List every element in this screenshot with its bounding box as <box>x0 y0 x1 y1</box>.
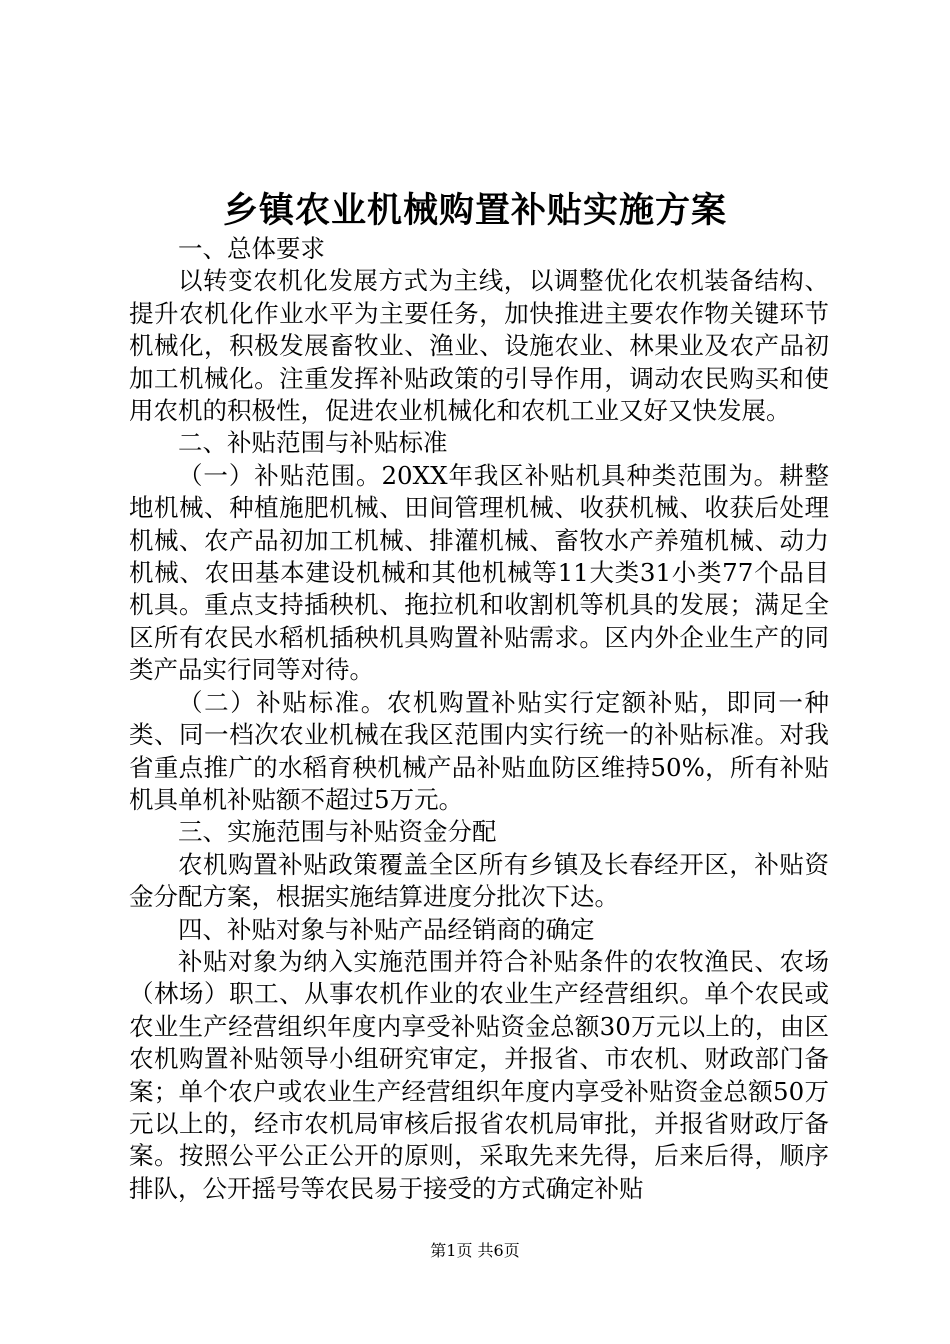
section-heading-2: 二、补贴范围与补贴标准 <box>178 428 448 458</box>
paragraph-subsidy-recipients: 补贴对象为纳入实施范围并符合补贴条件的农牧渔民、农场（林场）职工、从事农机作业的农业生产经营组织。单个农民或农业生产经营组织年度内享受补贴资金总额30万元以上的，由区农机购置补贴领导小组研究审定，并报省、市农机、财政部门备案；单个农户或农业生产经营组织年度内享受补贴资金总额50万元以上的，经市农机局审核后报省农机局审批，并报省财政厅备案。按照公平公正公开的原则，采取先来先得，后来后得，顺序排队，公开摇号等农民易于接受的方式确定补贴 <box>129 946 829 1203</box>
section-heading-1: 一、总体要求 <box>178 234 325 263</box>
section-heading-3: 三、实施范围与补贴资金分配 <box>178 817 497 847</box>
paragraph-implementation-scope: 农机购置补贴政策覆盖全区所有乡镇及长春经开区，补贴资金分配方案，根据实施结算进度分批次下达。 <box>129 849 829 912</box>
paragraph-subsidy-scope: （一）补贴范围。20XX年我区补贴机具种类范围为。耕整地机械、种植施肥机械、田间管理机械、收获机械、收获后处理机械、农产品初加工机械、排灌机械、畜牧水产养殖机械、动力机械、农田基本建设机械和其他机械等11大类31小类77个品目机具。重点支持插秧机、拖拉机和收割机等机具的发展；满足全区所有农民水稻机插秧机具购置补贴需求。区内外企业生产的同类产品实行同等对待。 <box>129 460 829 685</box>
page-footer: 第1页 共6页 <box>430 1241 520 1260</box>
document-body <box>129 233 829 1205</box>
paragraph-subsidy-standard: （二）补贴标准。农机购置补贴实行定额补贴，即同一种类、同一档次农业机械在我区范围内实行统一的补贴标准。对我省重点推广的水稻育秧机械产品补贴血防区维持50%，所有补贴机具单机补贴额不超过5万元。 <box>129 687 829 814</box>
section-heading-4: 四、补贴对象与补贴产品经销商的确定 <box>178 914 595 944</box>
document-title: 乡镇农业机械购置补贴实施方案 <box>222 190 727 231</box>
paragraph-general-requirements: 以转变农机化发展方式为主线，以调整优化农机装备结构、提升农机化作业水平为主要任务，加快推进主要农作物关键环节机械化，积极发展畜牧业、渔业、设施农业、林果业及农产品初加工机械化。注重发挥补贴政策的引导作用，调动农民购买和使用农机的积极性，促进农业机械化和农机工业又好又快发展。 <box>129 266 829 426</box>
